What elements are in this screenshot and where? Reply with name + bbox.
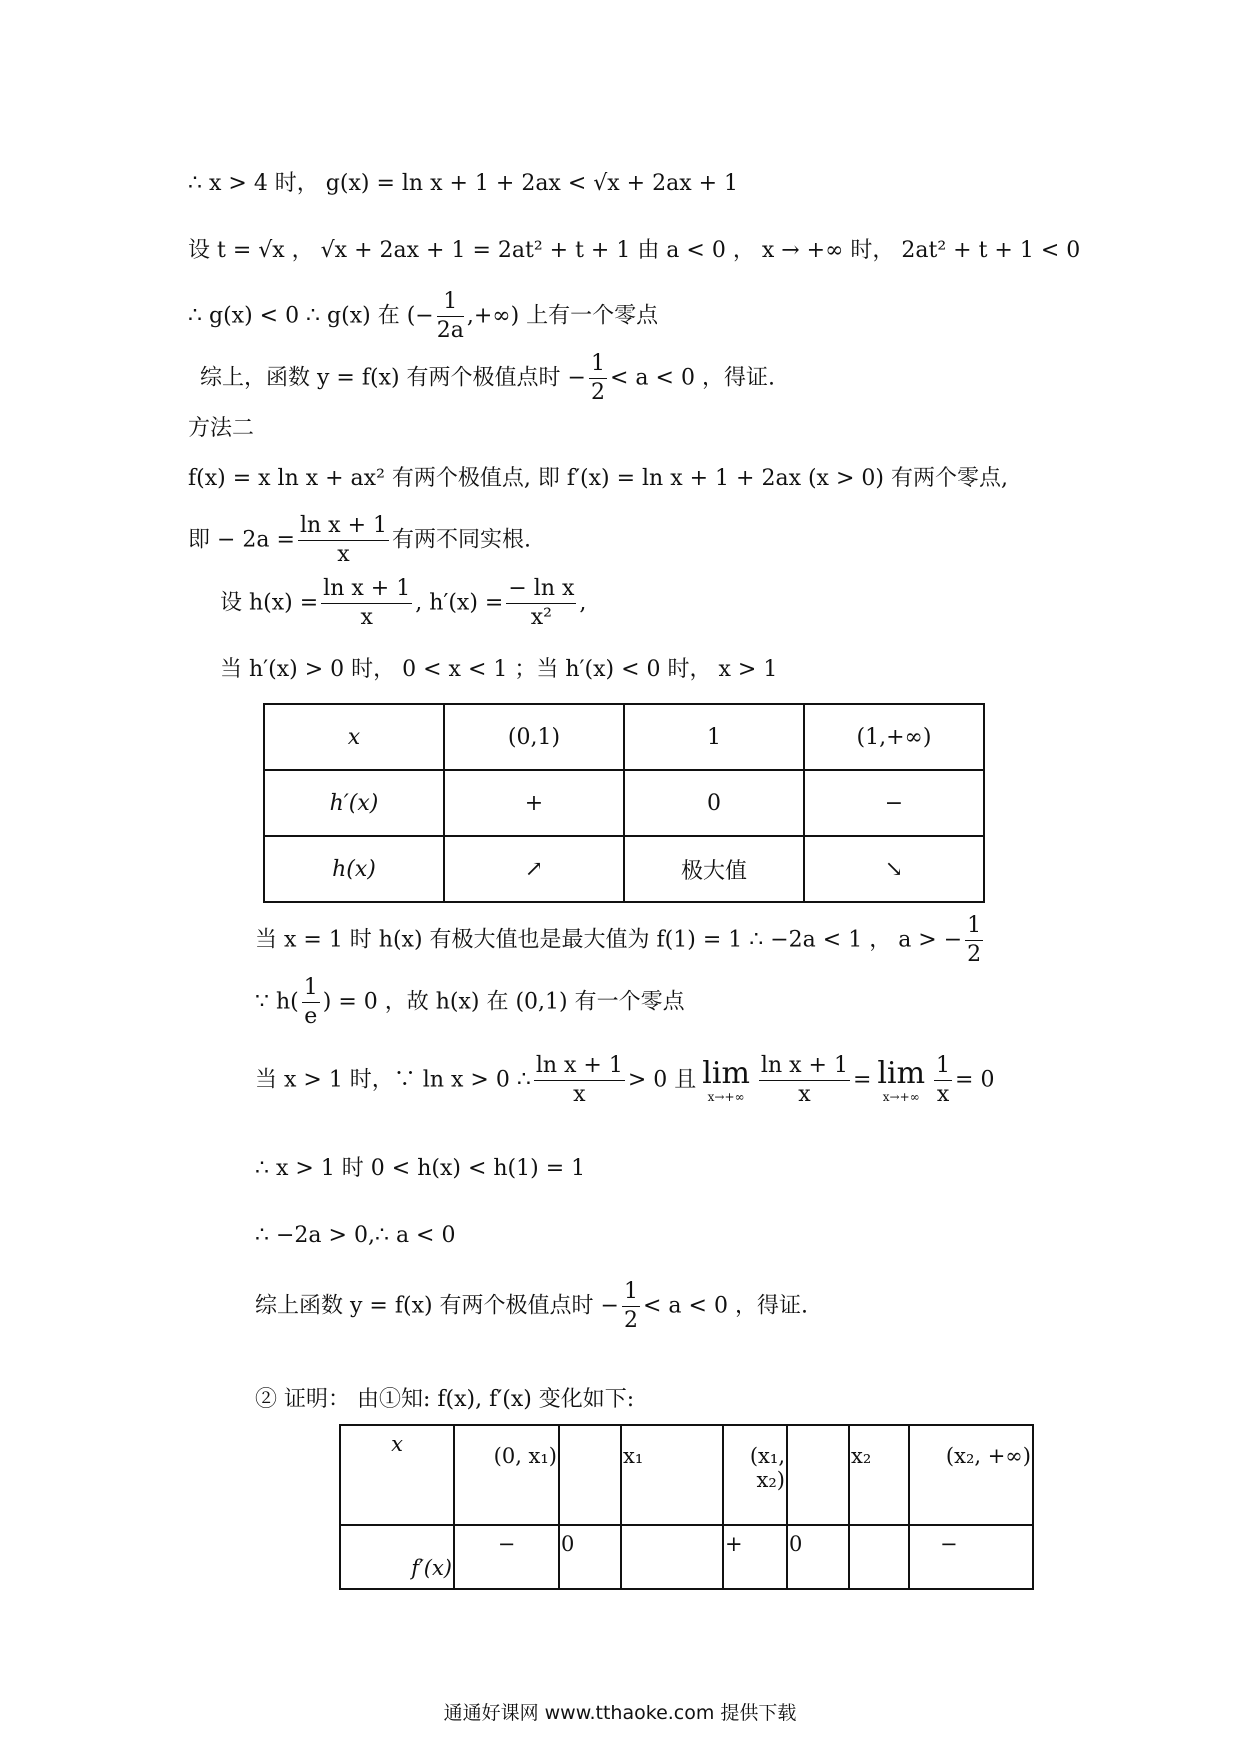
numerator: 1 xyxy=(589,350,607,379)
table-cell: 0 xyxy=(624,770,804,836)
fraction xyxy=(534,1052,625,1109)
fraction xyxy=(965,912,983,969)
fraction xyxy=(506,575,576,632)
fraction xyxy=(934,1052,952,1109)
variation-table-f xyxy=(339,1424,1034,1590)
fraction xyxy=(759,1052,850,1109)
line-8-mid: , h′(x) = xyxy=(415,590,504,616)
line-13: ∴ x > 1 时 0 < h(x) < h(1) = 1 xyxy=(255,1156,586,1181)
line-4 xyxy=(200,350,775,407)
line-4-pre: 综上，函数 y = f(x) 有两个极值点时 − xyxy=(200,365,586,391)
lim-text: lim xyxy=(877,1055,926,1091)
table-cell: 0 xyxy=(787,1525,849,1589)
table-cell: 极大值 xyxy=(624,836,804,902)
lim-text: lim xyxy=(702,1055,750,1091)
line-3-post: ,+∞) 上有一个零点 xyxy=(466,303,659,329)
table-row xyxy=(264,704,984,770)
table-cell: x xyxy=(340,1425,454,1525)
table-cell: f′(x) xyxy=(340,1525,454,1589)
denominator: x xyxy=(573,1082,586,1107)
fraction xyxy=(302,974,320,1031)
line-15-pre: 综上函数 y = f(x) 有两个极值点时 − xyxy=(255,1293,619,1319)
line-15-post: < a < 0 ，得证. xyxy=(642,1293,808,1319)
line-10 xyxy=(255,912,986,969)
table-cell: 0 xyxy=(559,1525,621,1589)
decreasing-arrow-icon: ↘ xyxy=(804,836,984,902)
denominator: x xyxy=(936,1082,950,1107)
lim-subscript: x→+∞ xyxy=(707,1089,745,1104)
denominator: x xyxy=(360,605,373,630)
numerator: 1 xyxy=(934,1052,952,1081)
line-7-post: 有两不同实根. xyxy=(392,527,531,553)
line-3-pre: ∴ g(x) < 0 ∴ g(x) 在 (− xyxy=(188,303,434,329)
table-cell: h(x) xyxy=(264,836,444,902)
limit-operator xyxy=(877,1055,926,1104)
table-cell xyxy=(559,1425,621,1525)
line-15 xyxy=(255,1278,808,1335)
table-cell: 1 xyxy=(624,704,804,770)
line-8-post: , xyxy=(579,590,587,616)
line-5: 方法二 xyxy=(188,416,255,441)
line-4-post: < a < 0 ，得证. xyxy=(609,365,775,391)
line-8 xyxy=(220,575,586,632)
table-cell xyxy=(849,1525,909,1589)
numerator: ln x + 1 xyxy=(534,1052,625,1081)
variation-table-h xyxy=(263,703,985,903)
line-7-pre: 即 − 2a = xyxy=(188,527,295,553)
fraction xyxy=(589,350,607,407)
table-cell: − xyxy=(454,1525,559,1589)
table-row xyxy=(264,836,984,902)
table-cell: x₁ xyxy=(621,1425,723,1525)
line-12 xyxy=(255,1052,994,1109)
line-8-pre: 设 h(x) = xyxy=(220,590,319,616)
table-cell xyxy=(621,1525,723,1589)
line-11 xyxy=(255,974,685,1031)
line-12-pre: 当 x > 1 时，∵ ln x > 0 ∴ xyxy=(255,1067,531,1093)
numerator: ln x + 1 xyxy=(759,1052,850,1081)
fraction xyxy=(437,288,464,345)
table-row xyxy=(264,770,984,836)
line-12-mid: > 0 且 xyxy=(627,1067,697,1093)
numerator: ln x + 1 xyxy=(298,512,389,541)
table-cell: − xyxy=(909,1525,1033,1589)
denominator: x xyxy=(798,1082,811,1107)
table-cell: + xyxy=(444,770,624,836)
limit-operator xyxy=(702,1055,750,1104)
numerator: 1 xyxy=(965,912,983,941)
denominator: x xyxy=(337,542,350,567)
table-cell: x xyxy=(264,704,444,770)
line-1: ∴ x > 4 时， g(x) = ln x + 1 + 2ax < √x + 2ax + 1 xyxy=(188,171,739,196)
line-2: 设 t = √x ， √x + 2ax + 1 = 2at² + t + 1 由 a < 0 ， x → +∞ 时， 2at² + t + 1 < 0 xyxy=(188,238,1081,263)
table-cell: (x₂, +∞) xyxy=(909,1425,1033,1525)
table-cell: − xyxy=(804,770,984,836)
lim-subscript: x→+∞ xyxy=(882,1089,920,1104)
table-row xyxy=(340,1425,1033,1525)
line-7 xyxy=(188,512,531,569)
numerator: ln x + 1 xyxy=(321,575,412,604)
denominator: 2a xyxy=(436,318,464,343)
line-9: 当 h′(x) > 0 时， 0 < x < 1 ；当 h′(x) < 0 时， x > 1 xyxy=(220,657,778,682)
numerator: − ln x xyxy=(506,575,576,604)
line-11-pre: ∵ h( xyxy=(255,989,299,1015)
numerator: 1 xyxy=(437,288,464,317)
fraction xyxy=(622,1278,640,1335)
line-3 xyxy=(188,288,658,345)
line-6: f(x) = x ln x + ax² 有两个极值点, 即 f′(x) = ln x + 1 + 2ax (x > 0) 有两个零点, xyxy=(188,466,1008,491)
line-12-eq: = xyxy=(852,1067,872,1093)
line-11-post: ) = 0 ，故 h(x) 在 (0,1) 有一个零点 xyxy=(322,989,685,1015)
footer: 通通好课网 www.tthaoke.com 提供下载 xyxy=(443,1702,797,1724)
denominator: x² xyxy=(530,605,552,630)
table-row xyxy=(340,1525,1033,1589)
table-cell: (1,+∞) xyxy=(804,704,984,770)
denominator: e xyxy=(304,1004,318,1029)
table-cell: + xyxy=(723,1525,787,1589)
denominator: 2 xyxy=(623,1308,638,1333)
line-12-post: = 0 xyxy=(955,1067,995,1093)
line-14: ∴ −2a > 0,∴ a < 0 xyxy=(255,1223,456,1248)
fraction xyxy=(321,575,412,632)
numerator: 1 xyxy=(302,974,320,1003)
line-10-pre: 当 x = 1 时 h(x) 有极大值也是最大值为 f(1) = 1 ∴ −2a < 1 ， a > − xyxy=(255,927,963,953)
table-cell: (0, x₁) xyxy=(454,1425,559,1525)
table-cell: x₂ xyxy=(849,1425,909,1525)
table-cell: (0,1) xyxy=(444,704,624,770)
numerator: 1 xyxy=(622,1278,640,1307)
denominator: 2 xyxy=(590,380,605,405)
line-16: ② 证明： 由①知: f(x), f′(x) 变化如下: xyxy=(255,1387,635,1412)
table-cell: (x₁, x₂) xyxy=(723,1425,787,1525)
table-cell xyxy=(787,1425,849,1525)
fraction xyxy=(298,512,389,569)
increasing-arrow-icon: ↗ xyxy=(444,836,624,902)
denominator: 2 xyxy=(967,942,982,967)
table-cell: h′(x) xyxy=(264,770,444,836)
